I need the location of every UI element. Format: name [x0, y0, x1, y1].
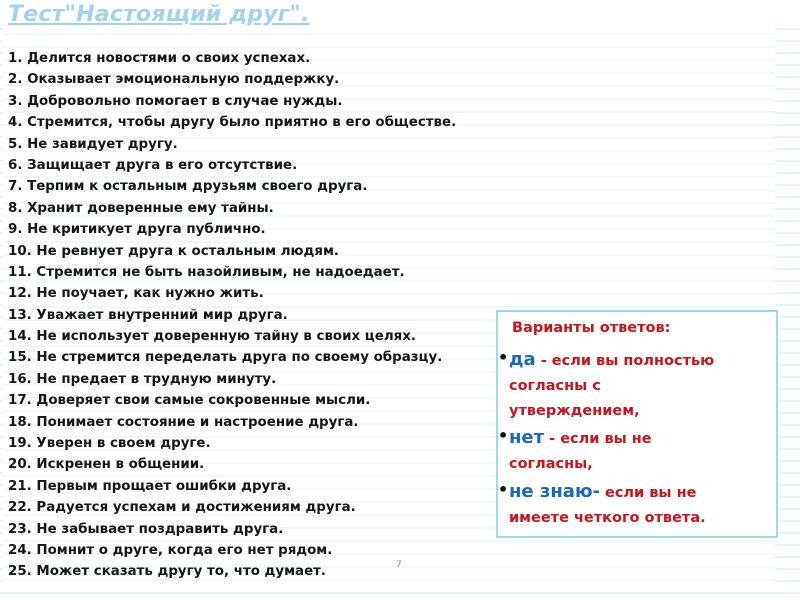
option-no-desc-2: согласны,: [509, 456, 593, 472]
statement-number: 4.: [8, 115, 23, 131]
statement-text: Не завидует другу.: [22, 136, 178, 152]
statement-item: [8, 198, 456, 219]
statement-text: Уважает внутренний мир друга.: [31, 307, 288, 323]
statement-text: Радуется успехам и достижениям друга.: [31, 500, 356, 516]
statement-item: [8, 305, 456, 326]
bullet-icon: •: [498, 348, 509, 367]
statement-text: Не поучает, как нужно жить.: [31, 286, 264, 302]
statement-item: [8, 112, 456, 133]
bullet-icon: •: [498, 426, 509, 445]
statement-item: [8, 326, 456, 347]
statement-number: 14.: [8, 329, 32, 345]
statement-text: Не забывает поздравить друга.: [31, 521, 284, 537]
option-dont-know-desc-2: имеете четкого ответа.: [509, 510, 706, 526]
statement-number: 10.: [8, 243, 32, 259]
statement-item: [8, 219, 456, 240]
slide-title: Тест"Настоящий друг".: [8, 2, 310, 27]
statement-text: Доверяет свои самые сокровенные мысли.: [31, 393, 371, 409]
statement-number: 6.: [8, 157, 23, 173]
statement-number: 17.: [8, 393, 32, 409]
statement-number: 7.: [8, 179, 23, 195]
option-no: [498, 426, 778, 476]
statement-number: 13.: [8, 307, 32, 323]
statement-list: [8, 48, 456, 583]
statement-text: Защищает друга в его отсутствие.: [22, 157, 298, 173]
statement-item: [8, 519, 456, 540]
statement-text: Не стремится переделать друга по своему образцу.: [31, 350, 443, 366]
statement-item: [8, 134, 456, 155]
statement-item: [8, 497, 456, 518]
statement-item: [8, 390, 456, 411]
option-yes-desc-1: - если вы полностью: [535, 353, 715, 369]
statement-item: [8, 412, 456, 433]
statement-text: Не использует доверенную тайну в своих целях.: [31, 329, 416, 345]
statement-number: 23.: [8, 521, 32, 537]
statement-item: [8, 241, 456, 262]
statement-text: Не ревнует друга к остальным людям.: [31, 243, 339, 259]
option-dont-know: [498, 480, 778, 530]
bullet-icon: •: [498, 480, 509, 499]
statement-item: [8, 540, 456, 561]
answer-options-box: [496, 310, 778, 538]
option-dont-know-desc-1: если вы не: [599, 485, 697, 501]
option-yes-desc-3: утверждением,: [509, 403, 640, 419]
statement-text: Может сказать другу то, что думает.: [31, 564, 327, 580]
statement-item: [8, 91, 456, 112]
statement-text: Не предает в трудную минуту.: [31, 371, 277, 387]
statement-item: [8, 347, 456, 368]
statement-item: [8, 155, 456, 176]
statement-number: 19.: [8, 436, 32, 452]
statement-number: 2.: [8, 72, 23, 88]
statement-number: 8.: [8, 200, 23, 216]
option-no-label: нет: [509, 427, 545, 448]
statement-text: Уверен в своем друге.: [31, 436, 211, 452]
statement-number: 20.: [8, 457, 32, 473]
statement-text: Первым прощает ошибки друга.: [31, 478, 292, 494]
statement-item: [8, 561, 456, 582]
statement-item: [8, 454, 456, 475]
statement-number: 12.: [8, 286, 32, 302]
option-yes-label: да: [509, 349, 536, 370]
statement-text: Делится новостями о своих успехах.: [22, 51, 311, 66]
statement-item: [8, 48, 456, 69]
statement-number: 25.: [8, 564, 32, 580]
statement-number: 18.: [8, 414, 32, 430]
option-no-desc-1: - если вы не: [544, 431, 652, 447]
option-yes-desc-2: согласны с: [509, 378, 601, 394]
statement-text: Искренен в общении.: [31, 457, 205, 473]
statement-text: Добровольно помогает в случае нужды.: [22, 93, 343, 109]
statement-number: 9.: [8, 222, 23, 238]
statement-text: Хранит доверенные ему тайны.: [22, 200, 274, 216]
statement-number: 24.: [8, 542, 32, 558]
statement-item: [8, 433, 456, 454]
answer-options-title: Варианты ответов:: [512, 320, 671, 336]
statement-number: 15.: [8, 350, 32, 366]
statement-item: [8, 476, 456, 497]
statement-number: 5.: [8, 136, 23, 152]
statement-number: 16.: [8, 371, 32, 387]
statement-text: Стремится не быть назойливым, не надоедает.: [31, 264, 405, 280]
statement-number: 11.: [8, 264, 32, 280]
statement-text: Понимает состояние и настроение друга.: [31, 414, 359, 430]
statement-item: [8, 283, 456, 304]
statement-number: 22.: [8, 500, 32, 516]
statement-text: Оказывает эмоциональную поддержку.: [22, 72, 340, 88]
statement-item: [8, 262, 456, 283]
statement-text: Терпим к остальным друзьям своего друга.: [22, 179, 368, 195]
option-dont-know-label: не знаю-: [509, 481, 600, 502]
statement-text: Не критикует друга публично.: [22, 222, 266, 238]
statement-number: 3.: [8, 93, 23, 109]
statement-item: [8, 369, 456, 390]
statement-number: 1.: [8, 51, 23, 66]
statement-item: [8, 176, 456, 197]
page-number: 7: [396, 560, 402, 570]
option-yes: [498, 348, 778, 423]
statement-item: [8, 69, 456, 90]
statement-text: Помнит о друге, когда его нет рядом.: [31, 542, 333, 558]
statement-text: Стремится, чтобы другу было приятно в его обществе.: [22, 115, 457, 131]
statement-number: 21.: [8, 478, 32, 494]
